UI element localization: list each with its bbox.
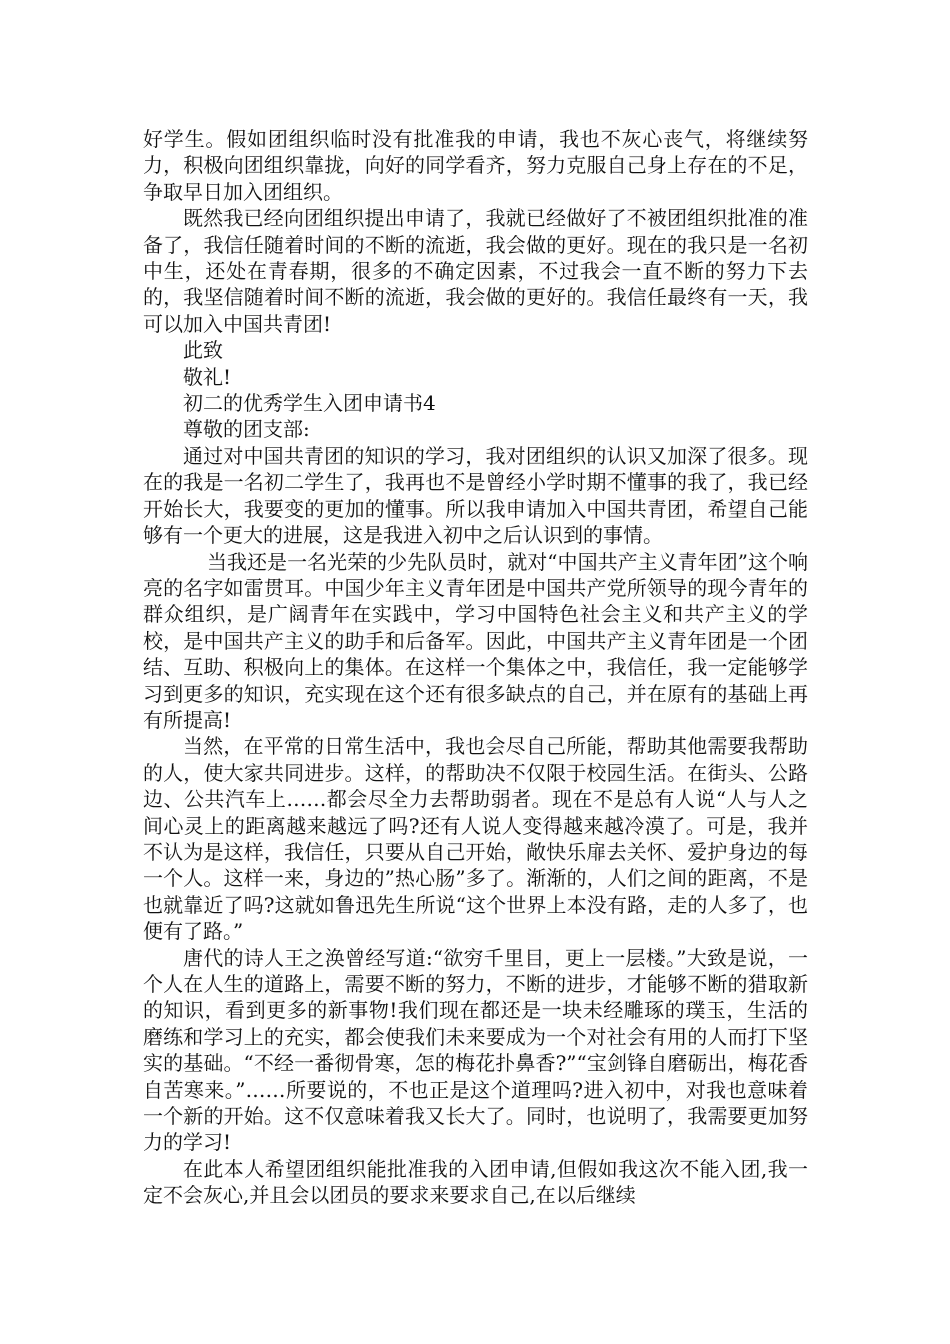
paragraph-3: 通过对中国共青团的知识的学习，我对团组织的认识又加深了很多。现在的我是一名初二学生了，我再也不是曾经小学时期不懂事的我了，我已经开始长大，我要变的更加的懂事。所以我申请加入中国共青团，希望自己能够有一个更大的进展，这是我进入初中之后认识到的事情。 — [143, 443, 808, 548]
paragraph-2: 既然我已经向团组织提出申请了，我就已经做好了不被团组织批准的准备了，我信任随着时间的不断的流逝，我会做的更好。现在的我只是一名初中生，还处在青春期，很多的不确定因素，不过我会一直不断的努力下去的，我坚信随着时间不断的流逝，我会做的更好的。我信任最终有一天，我可以加入中国共青团! — [143, 206, 808, 336]
section-title: 初二的优秀学生入团申请书4 — [183, 391, 436, 416]
paragraph-4: 当我还是一名光荣的少先队员时，就对“中国共产主义青年团”这个响亮的名字如雷贯耳。中国少年主义青年团是中国共产党所领导的现今青年的群众组织，是广阔青年在实践中，学习中国特色社会主义和共产主义的学校，是中国共产主义的助手和后备军。因此，中国共产主义青年团是一个团结、互助、积极向上的集体。在这样一个集体之中，我信任，我一定能够学习到更多的知识，充实现在这个还有很多缺点的自己，并在原有的基础上再有所提高! — [143, 549, 808, 732]
paragraph-7: 在此本人希望团组织能批准我的入团申请,但假如我这次不能入团,我一定不会灰心,并且会以团员的要求来要求自己,在以后继续 — [143, 1156, 808, 1208]
paragraph-6: 唐代的诗人王之涣曾经写道:“欲穷千里目，更上一层楼。”大致是说，一个人在人生的道路上，需要不断的努力，不断的进步，才能够不断的猎取新的知识，看到更多的新事物!我们现在都还是一块未经雕琢的璞玉，生活的磨练和学习上的充实，都会使我们未来要成为一个对社会有用的人而打下坚实的基础。“不经一番彻骨寒，怎的梅花扑鼻香?”“宝剑锋自磨砺出，梅花香自苦寒来。”……所要说的，不也正是这个道理吗?进入初中，对我也意味着一个新的开始。这不仅意味着我又长大了。同时，也说明了，我需要更加努力的学习! — [143, 945, 808, 1155]
document-page — [143, 126, 808, 1209]
letter-greeting: 尊敬的团支部: — [183, 417, 310, 442]
paragraph-1: 好学生。假如团组织临时没有批准我的申请，我也不灰心丧气，将继续努力，积极向团组织靠拢，向好的同学看齐，努力克服自己身上存在的不足，争取早日加入团组织。 — [143, 127, 808, 204]
salutation-closing: 此致 — [183, 338, 223, 363]
paragraph-5: 当然，在平常的日常生活中，我也会尽自己所能，帮助其他需要我帮助的人，使大家共同进步。这样，的帮助决不仅限于校园生活。在街头、公路边、公共汽车上……都会尽全力去帮助弱者。现在不是总有人说“人与人之间心灵上的距离越来越远了吗?还有人说人变得越来越冷漠了。可是，我并不认为是这样，我信任，只要从自己开始，敞快乐扉去关怀、爱护身边的每一个人。这样一来，身边的”热心肠”多了。渐渐的，人们之间的距离，不是也就靠近了吗?这就如鲁迅先生所说“这个世界上本没有路，走的人多了，也便有了路。” — [143, 734, 808, 944]
salutation-regards: 敬礼! — [183, 364, 232, 389]
